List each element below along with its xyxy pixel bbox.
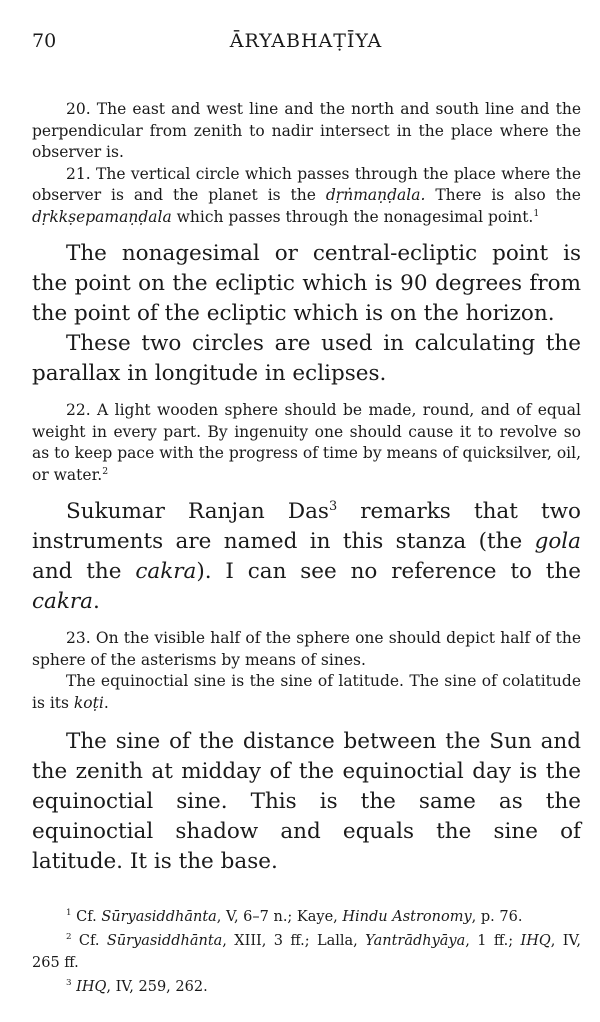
footnote-text: , IV, 265 ff. bbox=[32, 933, 581, 971]
commentary-text: . bbox=[92, 589, 100, 614]
page-body bbox=[32, 99, 581, 877]
citation-title: IHQ bbox=[76, 979, 107, 995]
commentary-text: These two circles are used in calculating the parallax in longitude in eclipses. bbox=[32, 331, 581, 386]
stanza-23-continuation bbox=[32, 671, 581, 714]
page-number: 70 bbox=[32, 30, 57, 52]
stanza-22 bbox=[32, 400, 581, 486]
commentary-instruments bbox=[32, 497, 581, 617]
footnote-mark: 2 bbox=[66, 932, 72, 943]
term-drkksepamandala: dṛkkṣepamaṇḍala bbox=[32, 207, 172, 226]
footnote-text: , V, 6–7 n.; Kaye, bbox=[216, 909, 343, 925]
footnote-mark: 3 bbox=[66, 978, 72, 989]
commentary-text: ). I can see no reference to the bbox=[196, 559, 581, 584]
commentary-text: The nonagesimal or central-ecliptic point is the point on the ecliptic which is 90 degrees from the point of the ecliptic which is on the horizon. bbox=[32, 241, 581, 326]
term-drnmandala: dṛṅmaṇḍala. bbox=[325, 186, 426, 204]
page-header bbox=[32, 30, 580, 58]
footnote-text: , XIII, 3 ff.; Lalla, bbox=[222, 933, 366, 949]
stanza-20-text: 20. The east and west line and the north and south line and the perpendicular from zenith to nadir intersect in the place where the observer is. bbox=[32, 100, 581, 161]
stanza-21-text: 21. The vertical circle which passes through the place where the observer is and the planet is the bbox=[32, 164, 581, 204]
commentary-text: Sukumar Ranjan Das bbox=[66, 499, 329, 524]
footnote-text: , 1 ff.; bbox=[465, 933, 521, 949]
term-gola: gola bbox=[534, 529, 581, 554]
stanza-23-text: The equinoctial sine is the sine of latitude. The sine of colatitude is its bbox=[32, 672, 581, 712]
running-title: ĀRYABHAṬĪYA bbox=[229, 30, 383, 52]
footnote-ref-3: 3 bbox=[328, 498, 338, 514]
term-koti: koṭi bbox=[73, 693, 104, 712]
commentary-equinoctial-sine bbox=[32, 727, 581, 877]
stanza-22-text: 22. A light wooden sphere should be made, round, and of equal weight in every part. By ingenuity one should cause it to revolve so as to keep pace with the progress of time by means of quicksilver, oil, or water. bbox=[32, 401, 581, 484]
commentary-parallax bbox=[32, 329, 581, 389]
citation-title: IHQ bbox=[520, 933, 551, 949]
footnote-mark: 1 bbox=[66, 908, 72, 919]
commentary-nonagesimal bbox=[32, 239, 581, 329]
stanza-23-text: 23. On the visible half of the sphere one should depict half of the sphere of the asterisms by means of sines. bbox=[32, 629, 581, 669]
footnote-text: , IV, 259, 262. bbox=[106, 979, 208, 995]
stanza-21-text: which passes through the nonagesimal point. bbox=[171, 207, 534, 226]
commentary-text: remarks that two instruments are named in this stanza (the bbox=[32, 499, 581, 554]
footnote-3 bbox=[32, 976, 581, 998]
footnote-1 bbox=[32, 906, 581, 928]
footnote-text: Cf. bbox=[71, 909, 102, 925]
stanza-23 bbox=[32, 628, 581, 671]
commentary-text: and the bbox=[32, 559, 136, 584]
term-cakra: cakra bbox=[135, 559, 197, 584]
stanza-23-text: . bbox=[103, 693, 109, 712]
footnotes bbox=[32, 906, 581, 1000]
citation-title: Hindu Astronomy bbox=[342, 909, 472, 925]
stanza-21-text: There is also the bbox=[425, 186, 581, 204]
commentary-text: The sine of the distance between the Sun and the zenith at midday of the equinoctial day is the equinoctial sine. This is the same as the equinoctial shadow and equals the sine of latitude. It is the base. bbox=[32, 729, 581, 874]
citation-title: Sūryasiddhānta bbox=[106, 933, 223, 949]
citation-title: Sūryasiddhānta bbox=[101, 909, 217, 925]
footnote-text: Cf. bbox=[71, 933, 107, 949]
citation-title: Yantrādhyāya bbox=[365, 933, 466, 949]
footnote-text: , p. 76. bbox=[471, 909, 523, 925]
footnote-ref-2: 2 bbox=[102, 465, 109, 477]
footnote-ref-1: 1 bbox=[533, 207, 540, 219]
term-cakra: cakra bbox=[32, 589, 93, 614]
footnote-2 bbox=[32, 930, 581, 974]
stanza-20 bbox=[32, 99, 581, 164]
stanza-21 bbox=[32, 164, 581, 229]
